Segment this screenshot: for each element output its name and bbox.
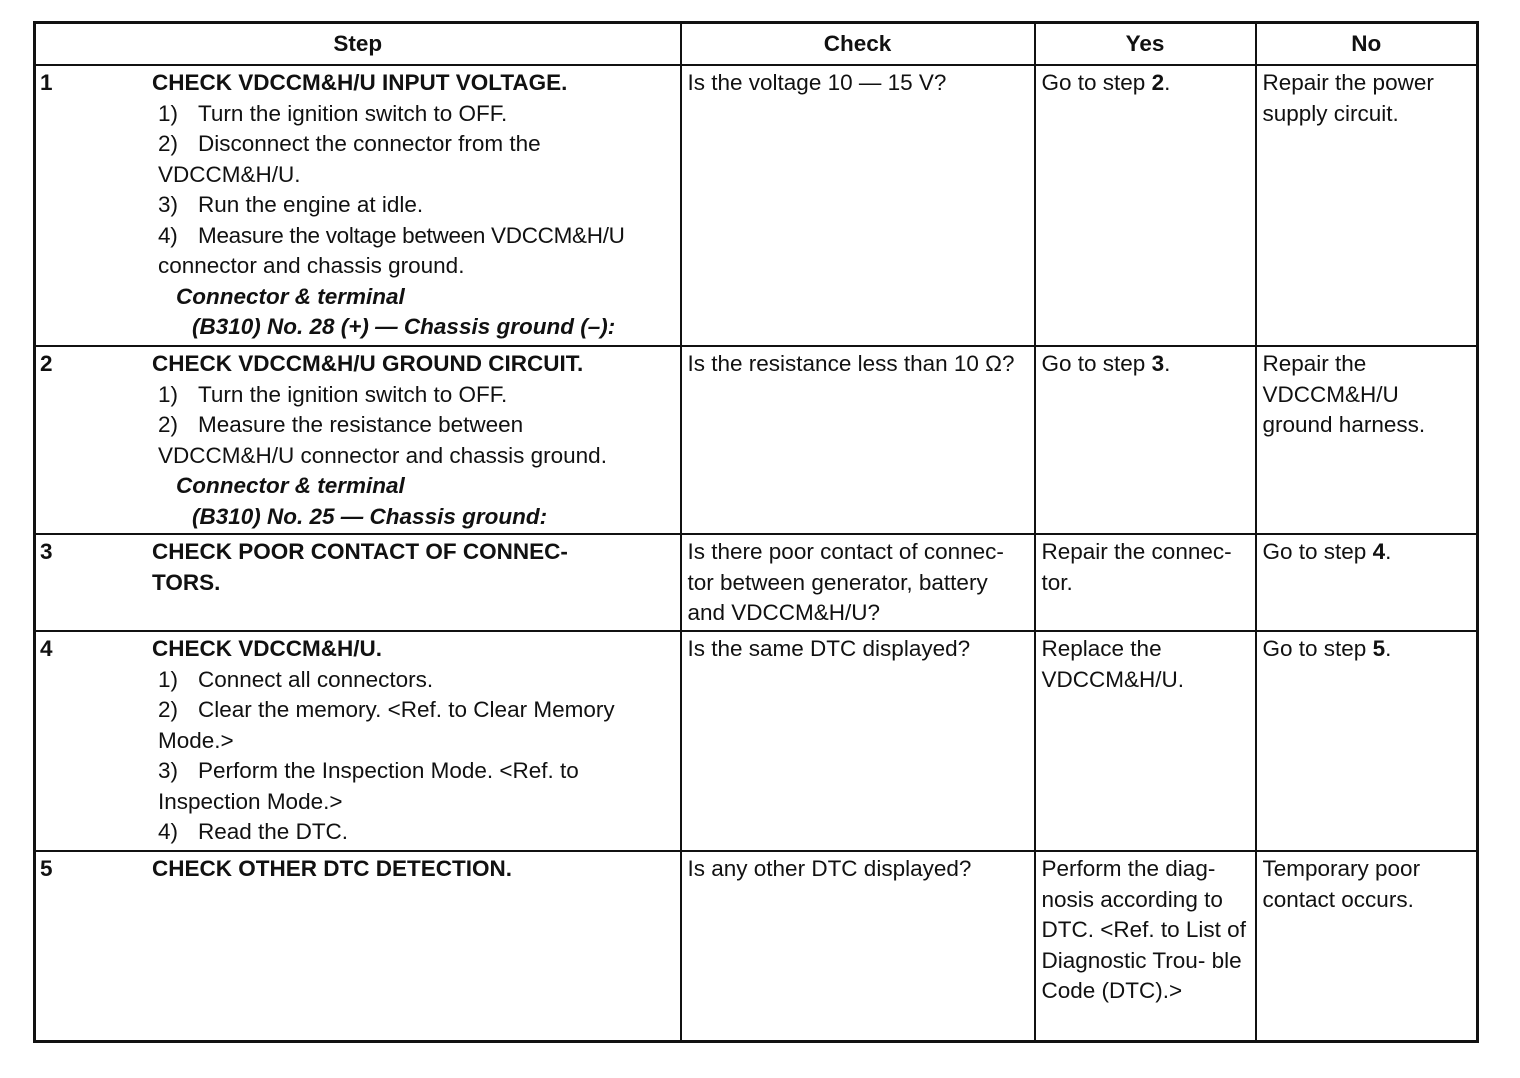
substep: 4) Measure the voltage between VDCCM&H/U: [158, 222, 625, 248]
substep: 1) Turn the ignition switch to OFF.: [158, 381, 508, 407]
step-number: 3: [40, 539, 53, 564]
header-yes: Yes: [1035, 23, 1256, 66]
connector-spec: (B310) No. 28 (+) — Chassis ground (–):: [192, 314, 616, 339]
step-number: 5: [40, 856, 53, 881]
table-row: [35, 851, 1478, 1041]
header-step: Step: [35, 23, 681, 66]
header-no: No: [1256, 23, 1478, 66]
substep-continuation: Inspection Mode.>: [158, 788, 343, 814]
substep: 4) Read the DTC.: [158, 819, 349, 844]
table-row: [35, 631, 1478, 851]
table-row: [35, 534, 1478, 631]
check-cell: Is the same DTC displayed?: [681, 631, 1035, 851]
step-cell: [35, 534, 681, 631]
diagnostic-table: [33, 21, 1479, 1043]
yes-cell: Repair the connec- tor.: [1035, 534, 1256, 631]
header-check: Check: [681, 23, 1035, 66]
substep: 1) Connect all connectors.: [158, 666, 434, 692]
substep-continuation: connector and chassis ground.: [158, 253, 465, 278]
no-cell: Go to step 5.: [1256, 631, 1478, 851]
connector-label: Connector & terminal: [176, 473, 405, 498]
table-row: [35, 346, 1478, 534]
step-cell: [35, 346, 681, 534]
step-title: CHECK VDCCM&H/U.: [152, 636, 382, 661]
check-cell: Is there poor contact of connec- tor between generator, battery and VDCCM&H/U?: [681, 534, 1035, 631]
substep: 2) Clear the memory. <Ref. to Clear Memory: [158, 697, 615, 722]
yes-cell: Go to step 3.: [1035, 346, 1256, 534]
no-cell: Repair the VDCCM&H/U ground harness.: [1256, 346, 1478, 534]
no-cell: Temporary poor contact occurs.: [1256, 851, 1478, 1041]
substep: 1) Turn the ignition switch to OFF.: [158, 100, 508, 126]
table-row: [35, 65, 1478, 346]
connector-label: Connector & terminal: [176, 283, 405, 309]
step-number: 2: [40, 351, 53, 376]
check-cell: Is the voltage 10 — 15 V?: [681, 65, 1035, 346]
yes-cell: Replace the VDCCM&H/U.: [1035, 631, 1256, 851]
step-number: 1: [40, 70, 53, 95]
substep-continuation: VDCCM&H/U.: [158, 161, 301, 187]
step-cell: [35, 851, 681, 1041]
check-cell: Is the resistance less than 10 Ω?: [681, 346, 1035, 534]
substep: 3) Perform the Inspection Mode. <Ref. to: [158, 758, 579, 783]
header-row: [35, 23, 1478, 66]
step-cell: [35, 631, 681, 851]
yes-cell: Perform the diag- nosis according to DTC. <Ref. to List of Diagnostic Trou- ble Code (DTC).>: [1035, 851, 1256, 1041]
no-cell: Go to step 4.: [1256, 534, 1478, 631]
substep: 2) Measure the resistance between: [158, 412, 524, 437]
step-number: 4: [40, 636, 53, 661]
step-title: CHECK POOR CONTACT OF CONNEC- TORS.: [152, 539, 568, 595]
step-cell: [35, 65, 681, 346]
no-cell: Repair the power supply circuit.: [1256, 65, 1478, 346]
substep: 2) Disconnect the connector from the: [158, 131, 541, 156]
step-title: CHECK VDCCM&H/U GROUND CIRCUIT.: [152, 351, 584, 376]
step-title: CHECK OTHER DTC DETECTION.: [152, 856, 512, 881]
check-cell: Is any other DTC displayed?: [681, 851, 1035, 1041]
substep-continuation: Mode.>: [158, 727, 234, 753]
step-title: CHECK VDCCM&H/U INPUT VOLTAGE.: [152, 70, 568, 95]
substep: 3) Run the engine at idle.: [158, 192, 424, 217]
substep-continuation: VDCCM&H/U connector and chassis ground.: [158, 442, 607, 468]
yes-cell: Go to step 2.: [1035, 65, 1256, 346]
connector-spec: (B310) No. 25 — Chassis ground:: [192, 503, 548, 529]
